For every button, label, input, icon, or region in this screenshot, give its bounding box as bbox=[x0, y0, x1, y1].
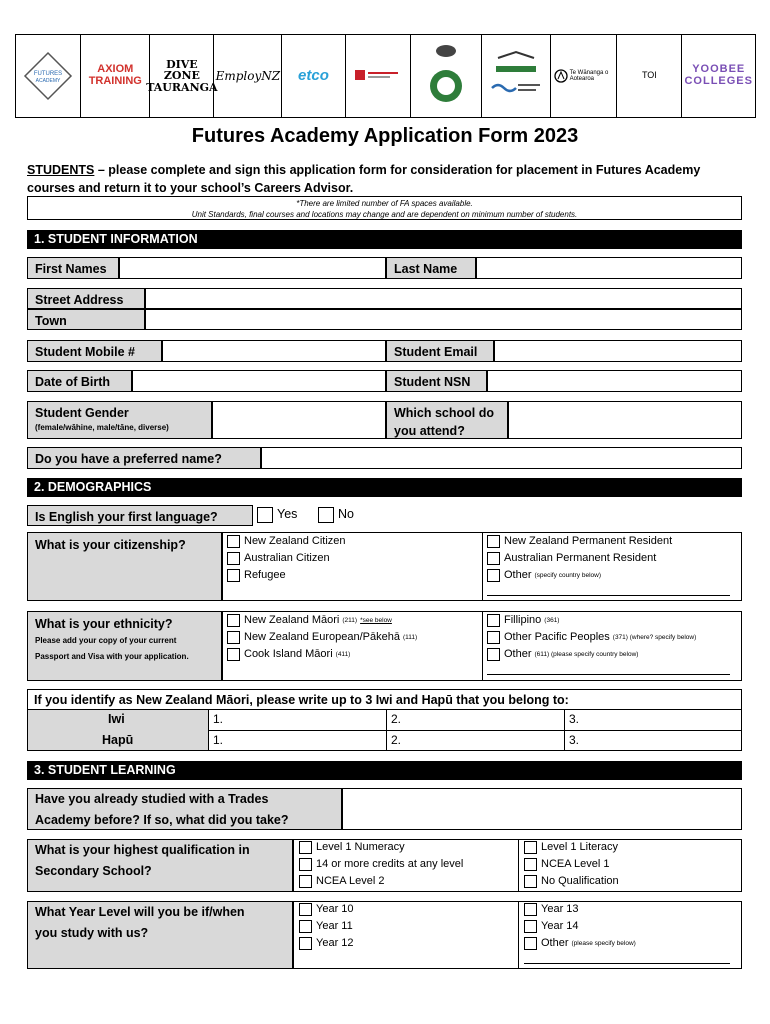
street-address-field[interactable] bbox=[145, 288, 742, 309]
trades-academy-line2: Academy before? If so, what did you take? bbox=[35, 813, 289, 827]
te-wananga-text: Te Wānanga o Aotearoa bbox=[569, 69, 609, 82]
trades-academy-field[interactable] bbox=[342, 788, 742, 830]
citizenship-nz-citizen-checkbox[interactable] bbox=[227, 535, 240, 548]
iwi-hapu-heading: If you identify as New Zealand Māori, please write up to 3 Iwi and Hapū that you belong to: bbox=[34, 693, 569, 707]
qual-level1-literacy[interactable] bbox=[524, 839, 618, 856]
english-yes-option[interactable] bbox=[257, 506, 297, 523]
employnz-text: EmployNZ bbox=[215, 68, 281, 83]
qual-no-qualification-label: No Qualification bbox=[541, 875, 619, 887]
english-no-label: No bbox=[338, 507, 354, 521]
school-crest-logo bbox=[411, 35, 482, 117]
etco-logo bbox=[282, 35, 345, 117]
ethnicity-nz-european-label: New Zealand European/Pākehā bbox=[244, 631, 400, 643]
dive-zone-tauranga-logo bbox=[146, 35, 218, 117]
year-10-checkbox[interactable] bbox=[299, 903, 312, 916]
citizenship-nz-resident[interactable] bbox=[487, 533, 672, 550]
year-10[interactable] bbox=[299, 901, 354, 918]
iwi-field-3[interactable]: 3. bbox=[569, 712, 580, 726]
ethnicity-hint-2: Passport and Visa with your application. bbox=[35, 652, 189, 661]
english-yes-label: Yes bbox=[277, 507, 298, 521]
citizenship-nz-resident-checkbox[interactable] bbox=[487, 535, 500, 548]
ethnicity-other-line[interactable] bbox=[487, 674, 730, 675]
preferred-name-label: Do you have a preferred name? bbox=[27, 447, 261, 469]
futures-academy-logo bbox=[16, 35, 81, 117]
ethnicity-divider bbox=[482, 611, 483, 681]
year-level-label bbox=[27, 901, 293, 969]
trades-academy-line1: Have you already studied with a Trades bbox=[35, 792, 269, 806]
ethnicity-cook-island-checkbox[interactable] bbox=[227, 648, 240, 661]
ethnicity-filipino-label: Fillipino bbox=[504, 614, 542, 626]
citizenship-refugee-label: Refugee bbox=[244, 569, 286, 581]
qualification-divider bbox=[518, 839, 519, 892]
ethnicity-nz-european-code: (111) bbox=[402, 634, 418, 641]
qual-14-credits-label: 14 or more credits at any level bbox=[316, 858, 464, 870]
year-13[interactable] bbox=[524, 901, 579, 918]
year-level-line2: you study with us? bbox=[35, 926, 149, 940]
year-14-label: Year 14 bbox=[541, 920, 579, 932]
ethnicity-nz-maori-checkbox[interactable] bbox=[227, 614, 240, 627]
ethnicity-filipino-checkbox[interactable] bbox=[487, 614, 500, 627]
student-gender-hint: (female/wāhine, male/tāne, diverse) bbox=[35, 423, 169, 432]
ethnicity-other-pacific[interactable] bbox=[487, 629, 696, 646]
qual-ncea-level2-label: NCEA Level 2 bbox=[316, 875, 385, 887]
year-other-hint: (please specify below) bbox=[571, 940, 636, 947]
student-mobile-field[interactable] bbox=[162, 340, 386, 362]
hapu-field-2[interactable]: 2. bbox=[391, 733, 402, 747]
citizenship-other-checkbox[interactable] bbox=[487, 569, 500, 582]
year-other-checkbox[interactable] bbox=[524, 937, 537, 950]
year-11-checkbox[interactable] bbox=[299, 920, 312, 933]
section-student-learning-heading: 3. STUDENT LEARNING bbox=[27, 761, 742, 780]
date-of-birth-field[interactable] bbox=[132, 370, 386, 392]
student-nsn-field[interactable] bbox=[487, 370, 742, 392]
year-11[interactable] bbox=[299, 918, 353, 935]
english-first-language-label: Is English your first language? bbox=[27, 505, 253, 526]
training-provider-emblem bbox=[353, 66, 403, 86]
year-10-label: Year 10 bbox=[316, 903, 354, 915]
futures-academy-emblem bbox=[23, 51, 73, 101]
highest-qualification-line2: Secondary School? bbox=[35, 864, 152, 878]
ethnicity-other-pacific-code: (371) (where? specify below) bbox=[612, 634, 697, 641]
citizenship-au-citizen-checkbox[interactable] bbox=[227, 552, 240, 565]
year-other-line[interactable] bbox=[524, 963, 730, 964]
year-other[interactable] bbox=[524, 935, 636, 952]
citizenship-other-hint: (specify country below) bbox=[534, 572, 601, 579]
iwi-col-divider-3 bbox=[564, 709, 565, 751]
etco-text: etco bbox=[298, 67, 329, 85]
page-title: Futures Academy Application Form 2023 bbox=[191, 125, 579, 147]
year-13-label: Year 13 bbox=[541, 903, 579, 915]
citizenship-au-resident[interactable] bbox=[487, 550, 656, 567]
qual-no-qualification-checkbox[interactable] bbox=[524, 875, 537, 888]
ethnicity-other-pacific-label: Other Pacific Peoples bbox=[504, 631, 610, 643]
student-nsn-label: Student NSN bbox=[386, 370, 487, 392]
ethnicity-label-text: What is your ethnicity? bbox=[35, 617, 173, 631]
town-field[interactable] bbox=[145, 309, 742, 330]
ethnicity-other-label: Other bbox=[504, 648, 532, 660]
qual-14-credits-checkbox[interactable] bbox=[299, 858, 312, 871]
citizenship-au-citizen-label: Australian Citizen bbox=[244, 552, 330, 564]
student-mobile-label: Student Mobile # bbox=[27, 340, 162, 362]
trades-academy-label bbox=[27, 788, 342, 830]
student-email-field[interactable] bbox=[494, 340, 742, 362]
year-14-checkbox[interactable] bbox=[524, 920, 537, 933]
school-attend-line1: Which school do bbox=[394, 406, 494, 420]
ethnicity-cook-island-label: Cook Island Māori bbox=[244, 648, 333, 660]
last-name-label: Last Name bbox=[386, 257, 476, 279]
year-11-label: Year 11 bbox=[316, 920, 353, 932]
specialised-technologies-emblem bbox=[488, 46, 544, 106]
first-names-field[interactable] bbox=[119, 257, 386, 279]
iwi-col-divider-1 bbox=[208, 709, 209, 751]
citizenship-au-citizen[interactable] bbox=[227, 550, 330, 567]
english-yes-checkbox[interactable] bbox=[257, 507, 273, 523]
qual-ncea-level1-checkbox[interactable] bbox=[524, 858, 537, 871]
highest-qualification-line1: What is your highest qualification in bbox=[35, 843, 250, 857]
axiom-training-text: AXIOM TRAINING bbox=[88, 63, 142, 87]
qual-ncea-level1-label: NCEA Level 1 bbox=[541, 858, 610, 870]
english-no-checkbox[interactable] bbox=[318, 507, 334, 523]
toi-ohomai-logo bbox=[617, 35, 682, 117]
year-level-line1: What Year Level will you be if/when bbox=[35, 905, 245, 919]
note-line-2: Unit Standards, final courses and locations may change and are dependent on minimum number of students. bbox=[191, 210, 578, 219]
te-wananga-o-aotearoa-logo bbox=[551, 35, 617, 117]
school-attend-field[interactable] bbox=[508, 401, 742, 439]
town-label: Town bbox=[27, 309, 145, 330]
ethnicity-other-code: (611) (please specify country below) bbox=[534, 651, 639, 658]
year-other-label: Other bbox=[541, 937, 569, 949]
school-crest-emblem bbox=[426, 41, 466, 111]
hapu-field-3[interactable]: 3. bbox=[569, 733, 580, 747]
ethnicity-hint-1: Please add your copy of your current bbox=[35, 636, 177, 645]
citizenship-label: What is your citizenship? bbox=[27, 532, 222, 601]
student-email-label: Student Email bbox=[386, 340, 494, 362]
iwi-field-2[interactable]: 2. bbox=[391, 712, 402, 726]
highest-qualification-label bbox=[27, 839, 293, 892]
qual-level1-literacy-checkbox[interactable] bbox=[524, 841, 537, 854]
ethnicity-other-pacific-checkbox[interactable] bbox=[487, 631, 500, 644]
hapu-label: Hapū bbox=[102, 733, 134, 747]
availability-note bbox=[27, 196, 742, 220]
specialised-technologies-logo bbox=[482, 35, 551, 117]
date-of-birth-label: Date of Birth bbox=[27, 370, 132, 392]
year-12-label: Year 12 bbox=[316, 937, 354, 949]
svg-text:ACADEMY: ACADEMY bbox=[35, 78, 61, 84]
qual-level1-numeracy-label: Level 1 Numeracy bbox=[316, 841, 405, 853]
citizenship-other-label: Other bbox=[504, 569, 532, 581]
ethnicity-nz-european[interactable] bbox=[227, 629, 417, 646]
hapu-field-1[interactable]: 1. bbox=[213, 733, 224, 747]
iwi-field-1[interactable]: 1. bbox=[213, 712, 224, 726]
citizenship-nz-citizen[interactable] bbox=[227, 533, 346, 550]
citizenship-refugee[interactable] bbox=[227, 567, 286, 584]
iwi-col-divider-2 bbox=[386, 709, 387, 751]
ethnicity-nz-maori[interactable] bbox=[227, 612, 392, 629]
citizenship-nz-resident-label: New Zealand Permanent Resident bbox=[504, 535, 673, 547]
street-address-label: Street Address bbox=[27, 288, 145, 309]
intro-text bbox=[27, 161, 743, 197]
english-no-option[interactable] bbox=[318, 506, 354, 523]
qual-level1-numeracy[interactable] bbox=[299, 839, 405, 856]
citizenship-au-resident-label: Australian Permanent Resident bbox=[504, 552, 657, 564]
student-gender-field[interactable] bbox=[212, 401, 386, 439]
ethnicity-filipino-code: (361) bbox=[544, 617, 560, 624]
qual-14-credits[interactable] bbox=[299, 856, 463, 873]
toi-ohomai-text: TOI bbox=[641, 70, 657, 81]
yoobee-colleges-logo bbox=[682, 35, 755, 117]
citizenship-au-resident-checkbox[interactable] bbox=[487, 552, 500, 565]
citizenship-nz-citizen-label: New Zealand Citizen bbox=[244, 535, 346, 547]
intro-body: – please complete and sign this application form for consideration for placement in Futures Academy courses and return it to your school’s Careers Advisor. bbox=[27, 163, 701, 195]
qual-level1-literacy-label: Level 1 Literacy bbox=[541, 841, 619, 853]
ethnicity-nz-maori-see-below: *see below bbox=[360, 617, 392, 624]
ethnicity-cook-island[interactable] bbox=[227, 646, 350, 663]
dive-zone-text: DIVE ZONE TAURANGA bbox=[146, 57, 218, 94]
section-demographics-heading: 2. DEMOGRAPHICS bbox=[27, 478, 742, 497]
intro-lead: STUDENTS bbox=[27, 163, 95, 177]
student-gender-label-text: Student Gender bbox=[35, 406, 129, 420]
first-names-label: First Names bbox=[27, 257, 119, 279]
training-provider-logo bbox=[346, 35, 411, 117]
year-13-checkbox[interactable] bbox=[524, 903, 537, 916]
ethnicity-other-checkbox[interactable] bbox=[487, 648, 500, 661]
yoobee-text: YOOBEE COLLEGES bbox=[684, 63, 753, 87]
citizenship-divider bbox=[482, 532, 483, 601]
year-14[interactable] bbox=[524, 918, 579, 935]
year-level-divider bbox=[518, 901, 519, 969]
axiom-training-logo bbox=[81, 35, 150, 117]
svg-text:FUTURES: FUTURES bbox=[33, 71, 63, 77]
year-12-checkbox[interactable] bbox=[299, 937, 312, 950]
ethnicity-nz-maori-label: New Zealand Māori bbox=[244, 614, 340, 626]
qual-level1-numeracy-checkbox[interactable] bbox=[299, 841, 312, 854]
school-attend-label bbox=[386, 401, 508, 439]
ethnicity-cook-island-code: (411) bbox=[335, 651, 351, 658]
qual-ncea-level2-checkbox[interactable] bbox=[299, 875, 312, 888]
year-12[interactable] bbox=[299, 935, 354, 952]
ethnicity-other[interactable] bbox=[487, 646, 638, 663]
qual-ncea-level1[interactable] bbox=[524, 856, 609, 873]
note-line-1: *There are limited number of FA spaces available. bbox=[296, 199, 473, 208]
student-gender-label bbox=[27, 401, 212, 439]
citizenship-refugee-checkbox[interactable] bbox=[227, 569, 240, 582]
ethnicity-nz-european-checkbox[interactable] bbox=[227, 631, 240, 644]
qual-no-qualification[interactable] bbox=[524, 873, 619, 890]
qual-ncea-level2[interactable] bbox=[299, 873, 384, 890]
ethnicity-nz-maori-code: (211) bbox=[342, 617, 358, 624]
iwi-label: Iwi bbox=[108, 712, 125, 726]
employnz-logo bbox=[214, 35, 282, 117]
preferred-name-field[interactable] bbox=[261, 447, 742, 469]
ethnicity-label bbox=[27, 611, 222, 681]
ethnicity-filipino[interactable] bbox=[487, 612, 559, 629]
citizenship-other-line[interactable] bbox=[487, 595, 730, 596]
school-attend-line2: you attend? bbox=[394, 424, 465, 438]
section-student-information-heading: 1. STUDENT INFORMATION bbox=[27, 230, 742, 249]
partner-logos-strip bbox=[15, 34, 756, 118]
citizenship-other[interactable] bbox=[487, 567, 601, 584]
te-wananga-icon bbox=[554, 69, 568, 83]
last-name-field[interactable] bbox=[476, 257, 742, 279]
